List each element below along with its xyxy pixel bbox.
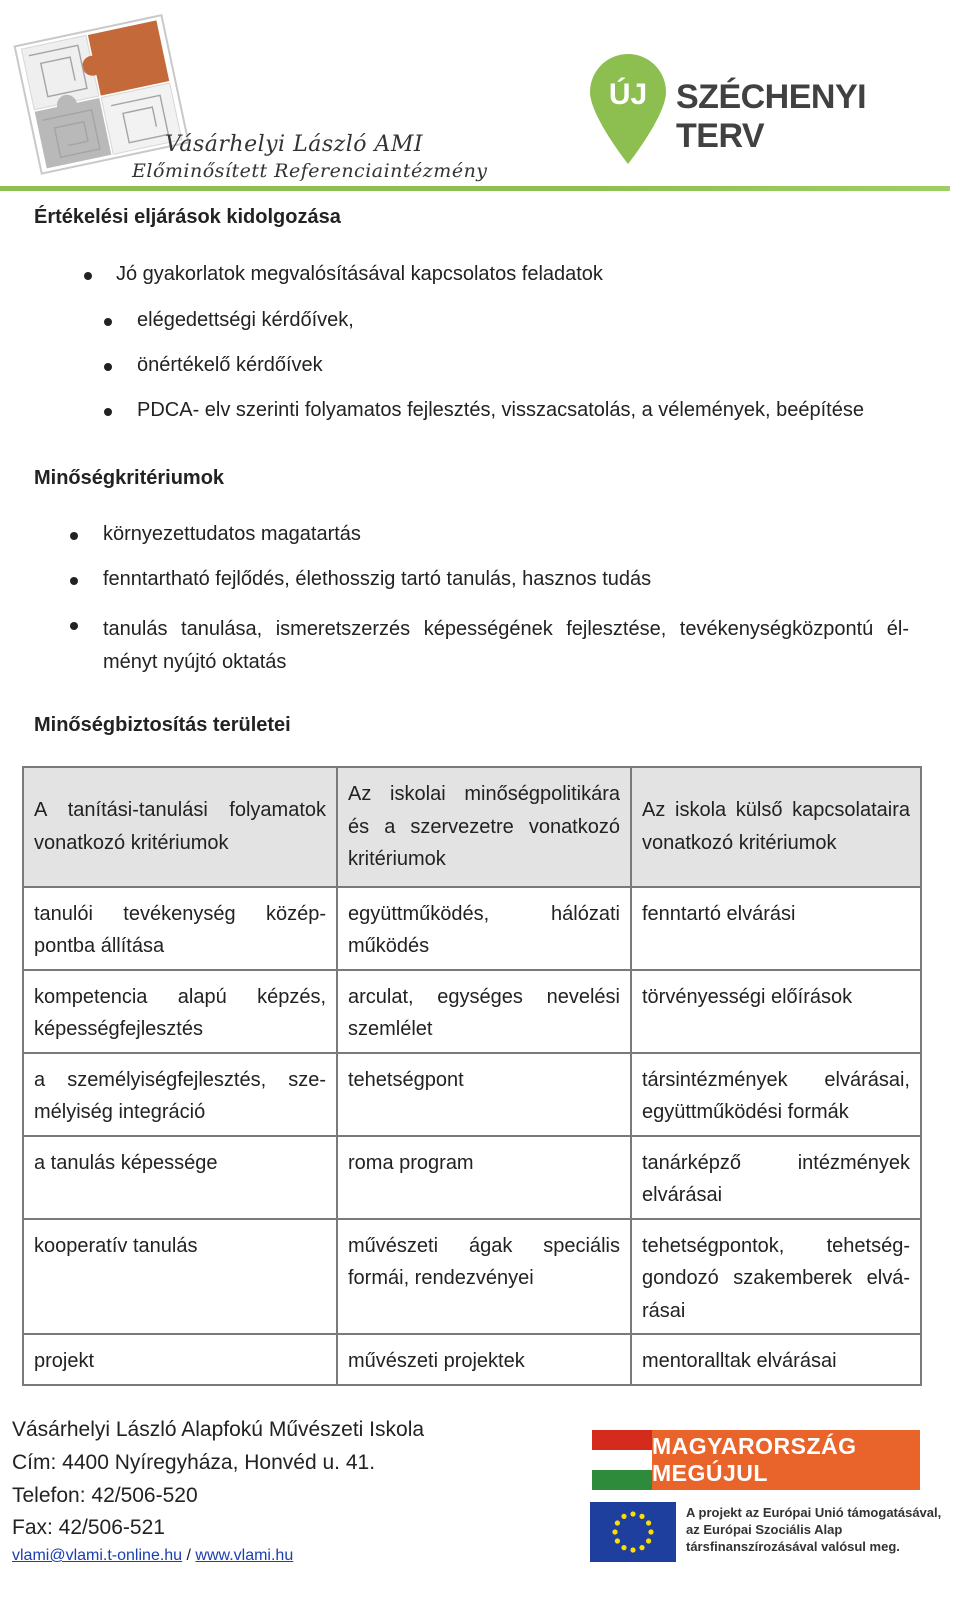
bullet-dot: [70, 532, 78, 540]
table-cell: együttműködés, hálózati működés: [337, 887, 631, 970]
list-item: tanulás tanulása, ismeretszerzés képességének fejlesztése, tevékenységközpontú él-ményt nyújtó oktatás: [103, 618, 909, 673]
table-header-cell: Az iskola külső kapcsolataira vonatkozó kritériumok: [631, 767, 921, 887]
section-title-quality-assurance: Minőségbiztosítás területei: [34, 714, 291, 736]
table-cell: művészeti ágak speciális formái, rendezvényei: [337, 1219, 631, 1335]
table-cell: művészeti projektek: [337, 1334, 631, 1385]
table-cell: a tanulás képessége: [23, 1136, 337, 1219]
bullet-dot: [70, 577, 78, 585]
table-cell: fenntartó elvárási: [631, 887, 921, 970]
eu-flag-icon: [590, 1502, 676, 1562]
table-header-cell: Az iskolai minőségpolitikára és a szervezetre vonatkozó kritériumok: [337, 767, 631, 887]
link-separator: /: [182, 1547, 196, 1564]
eu-note-line: A projekt az Európai Unió támogatásával,: [686, 1505, 942, 1520]
szechenyi-terv-title: SZÉCHENYI TERV: [676, 78, 867, 155]
table-row: [23, 1053, 921, 1136]
table-cell: társintézmények elvárásai, együttműködési formák: [631, 1053, 921, 1136]
eu-funding-note: [686, 1504, 941, 1555]
magyarorszag-megujul-banner: MAGYARORSZÁG MEGÚJUL: [652, 1430, 920, 1490]
eu-note-line: társfinanszírozásával valósul meg.: [686, 1539, 900, 1554]
table-cell: tehetségpontok, tehetség-gondozó szakemberek elvá-rásai: [631, 1219, 921, 1335]
table-cell: tanulói tevékenység közép-pontba állítása: [23, 887, 337, 970]
bullet-dot: [84, 272, 92, 280]
table-cell: kompetencia alapú képzés, képességfejlesztés: [23, 970, 337, 1053]
eu-note-line: az Európai Szociális Alap: [686, 1522, 843, 1537]
table-row: [23, 1219, 921, 1335]
logo-school-name: Vásárhelyi László AMI: [165, 132, 424, 157]
table-cell: kooperatív tanulás: [23, 1219, 337, 1335]
hungarian-flag-icon: [592, 1430, 652, 1490]
website-link[interactable]: www.vlami.hu: [195, 1547, 294, 1564]
table-row: [23, 970, 921, 1053]
logo-subtitle: Előminősített Referenciaintézmény: [132, 160, 488, 182]
email-link[interactable]: vlami@vlami.t-online.hu: [12, 1547, 183, 1564]
quality-assurance-table: [22, 766, 922, 1386]
list-item: környezettudatos magatartás: [103, 523, 361, 545]
table-row: [23, 1334, 921, 1385]
uj-location-pin-icon: [590, 54, 666, 164]
bullet-dot: [104, 318, 112, 326]
table-header-cell: A tanítási-tanulási folyamatok vonatkozó kritériumok: [23, 767, 337, 887]
list-item: Jó gyakorlatok megvalósításával kapcsolatos feladatok: [116, 263, 603, 285]
bullet-dot: [104, 408, 112, 416]
footer-address: Cím: 4400 Nyíregyháza, Honvéd u. 41.: [12, 1451, 376, 1474]
section-title-evaluation: Értékelési eljárások kidolgozása: [34, 206, 341, 228]
header-divider: [0, 186, 950, 191]
table-cell: mentoralltak elvárásai: [631, 1334, 921, 1385]
bullet-dot: [70, 622, 78, 630]
footer-school-name: Vásárhelyi László Alapfokú Művészeti Iskola: [12, 1418, 425, 1441]
section-title-quality-criteria: Minőségkritériumok: [34, 467, 225, 489]
list-item: PDCA- elv szerinti folyamatos fejlesztés, visszacsatolás, a vélemények, beépítése: [137, 399, 864, 421]
bullet-dot: [104, 363, 112, 371]
table-cell: törvényességi előírások: [631, 970, 921, 1053]
table-header-row: [23, 767, 921, 887]
list-item: fenntartható fejlődés, élethosszig tartó tanulás, hasznos tudás: [103, 568, 652, 590]
footer-contact-links: [12, 1547, 293, 1565]
table-cell: tanárképző intézmények elvárásai: [631, 1136, 921, 1219]
table-cell: projekt: [23, 1334, 337, 1385]
footer-phone: Telefon: 42/506-520: [12, 1484, 198, 1507]
list-item: önértékelő kérdőívek: [137, 354, 323, 376]
table-row: [23, 887, 921, 970]
list-item: elégedettségi kérdőívek,: [137, 309, 354, 331]
uj-badge-text: ÚJ: [608, 78, 648, 111]
table-cell: arculat, egységes nevelési szemlélet: [337, 970, 631, 1053]
table-cell: a személyiségfejlesztés, sze-mélyiség integráció: [23, 1053, 337, 1136]
footer-fax: Fax: 42/506-521: [12, 1516, 165, 1539]
table-cell: tehetségpont: [337, 1053, 631, 1136]
table-cell: roma program: [337, 1136, 631, 1219]
table-row: [23, 1136, 921, 1219]
